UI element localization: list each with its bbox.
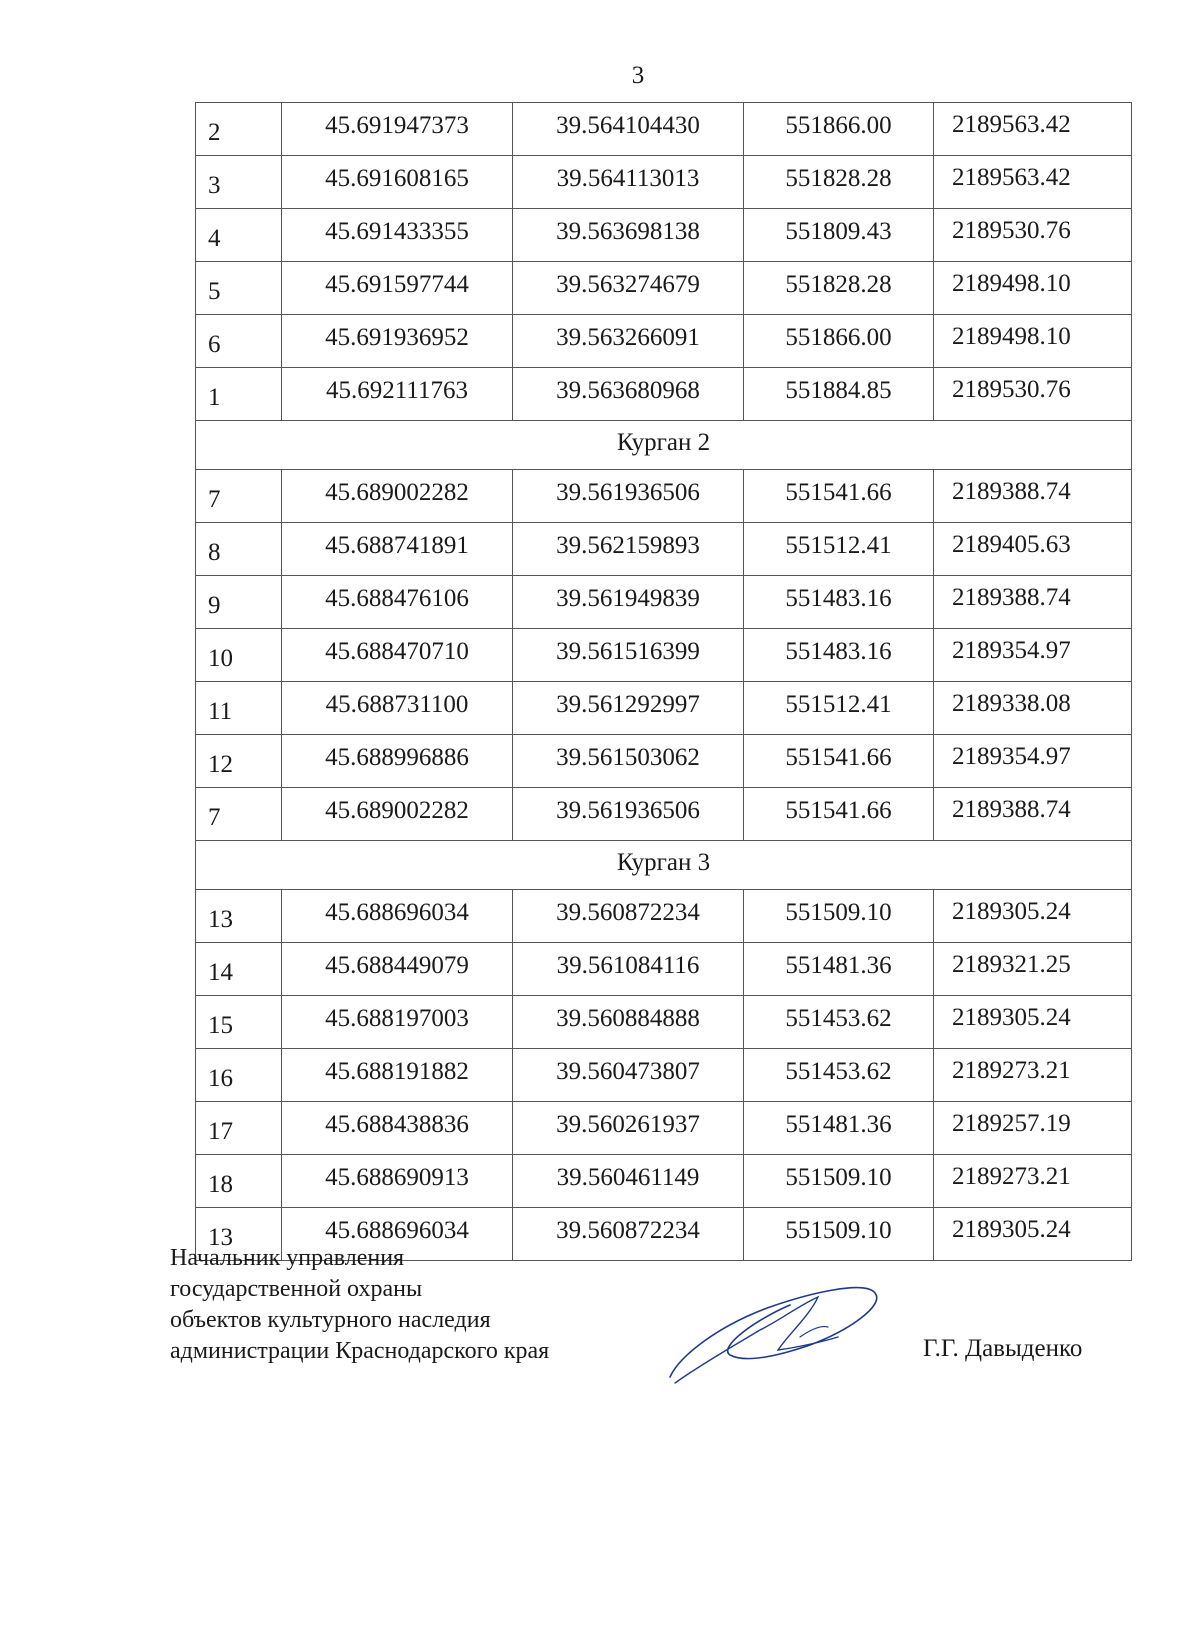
point-number-cell: 4 <box>196 209 282 262</box>
x-coordinate-cell: 551512.41 <box>744 523 934 576</box>
x-coordinate-cell: 551866.00 <box>744 315 934 368</box>
signatory-position <box>170 1243 549 1367</box>
table-row <box>196 576 1132 629</box>
latitude-cell: 45.688690913 <box>282 1155 513 1208</box>
section-title: Курган 2 <box>196 421 1132 470</box>
longitude-cell: 39.562159893 <box>513 523 744 576</box>
longitude-cell: 39.561516399 <box>513 629 744 682</box>
table-row <box>196 1155 1132 1208</box>
longitude-cell: 39.563680968 <box>513 368 744 421</box>
latitude-cell: 45.689002282 <box>282 470 513 523</box>
y-coordinate-cell: 2189388.74 <box>934 788 1132 841</box>
latitude-cell: 45.688197003 <box>282 996 513 1049</box>
point-number-cell: 3 <box>196 156 282 209</box>
y-coordinate-cell: 2189498.10 <box>934 315 1132 368</box>
longitude-cell: 39.561936506 <box>513 470 744 523</box>
latitude-cell: 45.688996886 <box>282 735 513 788</box>
coordinates-table <box>195 102 1132 1261</box>
table-row <box>196 943 1132 996</box>
table-row <box>196 209 1132 262</box>
latitude-cell: 45.692111763 <box>282 368 513 421</box>
latitude-cell: 45.688741891 <box>282 523 513 576</box>
position-line: государственной охраны <box>170 1276 423 1302</box>
point-number-cell: 17 <box>196 1102 282 1155</box>
longitude-cell: 39.563266091 <box>513 315 744 368</box>
longitude-cell: 39.560261937 <box>513 1102 744 1155</box>
page-number: 3 <box>631 62 645 89</box>
point-number-cell: 7 <box>196 470 282 523</box>
x-coordinate-cell: 551453.62 <box>744 996 934 1049</box>
section-header-row <box>196 421 1132 470</box>
y-coordinate-cell: 2189305.24 <box>934 1208 1132 1261</box>
point-number-cell: 7 <box>196 788 282 841</box>
x-coordinate-cell: 551866.00 <box>744 103 934 156</box>
y-coordinate-cell: 2189321.25 <box>934 943 1132 996</box>
latitude-cell: 45.691936952 <box>282 315 513 368</box>
x-coordinate-cell: 551541.66 <box>744 788 934 841</box>
latitude-cell: 45.691597744 <box>282 262 513 315</box>
table-row <box>196 470 1132 523</box>
table-row <box>196 1102 1132 1155</box>
longitude-cell: 39.563698138 <box>513 209 744 262</box>
longitude-cell: 39.560884888 <box>513 996 744 1049</box>
x-coordinate-cell: 551509.10 <box>744 1208 934 1261</box>
position-line: Начальник управления <box>170 1245 405 1271</box>
y-coordinate-cell: 2189273.21 <box>934 1049 1132 1102</box>
x-coordinate-cell: 551541.66 <box>744 470 934 523</box>
x-coordinate-cell: 551483.16 <box>744 576 934 629</box>
point-number-cell: 14 <box>196 943 282 996</box>
point-number-cell: 15 <box>196 996 282 1049</box>
point-number-cell: 9 <box>196 576 282 629</box>
table-row <box>196 315 1132 368</box>
latitude-cell: 45.688470710 <box>282 629 513 682</box>
x-coordinate-cell: 551481.36 <box>744 943 934 996</box>
x-coordinate-cell: 551509.10 <box>744 1155 934 1208</box>
y-coordinate-cell: 2189498.10 <box>934 262 1132 315</box>
table-row <box>196 629 1132 682</box>
point-number-cell: 6 <box>196 315 282 368</box>
latitude-cell: 45.688696034 <box>282 1208 513 1261</box>
x-coordinate-cell: 551541.66 <box>744 735 934 788</box>
y-coordinate-cell: 2189563.42 <box>934 156 1132 209</box>
handwritten-signature <box>660 1275 900 1390</box>
x-coordinate-cell: 551828.28 <box>744 262 934 315</box>
y-coordinate-cell: 2189530.76 <box>934 209 1132 262</box>
latitude-cell: 45.688191882 <box>282 1049 513 1102</box>
y-coordinate-cell: 2189305.24 <box>934 996 1132 1049</box>
point-number-cell: 16 <box>196 1049 282 1102</box>
point-number-cell: 12 <box>196 735 282 788</box>
point-number-cell: 8 <box>196 523 282 576</box>
longitude-cell: 39.561084116 <box>513 943 744 996</box>
x-coordinate-cell: 551483.16 <box>744 629 934 682</box>
table-row <box>196 156 1132 209</box>
table-row <box>196 996 1132 1049</box>
point-number-cell: 5 <box>196 262 282 315</box>
longitude-cell: 39.564113013 <box>513 156 744 209</box>
x-coordinate-cell: 551481.36 <box>744 1102 934 1155</box>
y-coordinate-cell: 2189338.08 <box>934 682 1132 735</box>
table-row <box>196 788 1132 841</box>
longitude-cell: 39.561503062 <box>513 735 744 788</box>
point-number-cell: 2 <box>196 103 282 156</box>
table-row <box>196 735 1132 788</box>
longitude-cell: 39.563274679 <box>513 262 744 315</box>
x-coordinate-cell: 551884.85 <box>744 368 934 421</box>
latitude-cell: 45.689002282 <box>282 788 513 841</box>
point-number-cell: 13 <box>196 890 282 943</box>
section-header-row <box>196 841 1132 890</box>
longitude-cell: 39.560872234 <box>513 890 744 943</box>
longitude-cell: 39.560872234 <box>513 1208 744 1261</box>
table-row <box>196 523 1132 576</box>
latitude-cell: 45.691947373 <box>282 103 513 156</box>
latitude-cell: 45.688696034 <box>282 890 513 943</box>
longitude-cell: 39.560473807 <box>513 1049 744 1102</box>
table-row <box>196 682 1132 735</box>
point-number-cell: 13 <box>196 1208 282 1261</box>
table-row <box>196 1049 1132 1102</box>
point-number-cell: 10 <box>196 629 282 682</box>
y-coordinate-cell: 2189405.63 <box>934 523 1132 576</box>
y-coordinate-cell: 2189273.21 <box>934 1155 1132 1208</box>
point-number-cell: 11 <box>196 682 282 735</box>
signer-name: Г.Г. Давыденко <box>923 1335 1083 1362</box>
table-row <box>196 368 1132 421</box>
position-line: администрации Краснодарского края <box>170 1338 550 1364</box>
y-coordinate-cell: 2189354.97 <box>934 735 1132 788</box>
x-coordinate-cell: 551453.62 <box>744 1049 934 1102</box>
y-coordinate-cell: 2189388.74 <box>934 576 1132 629</box>
latitude-cell: 45.688438836 <box>282 1102 513 1155</box>
y-coordinate-cell: 2189563.42 <box>934 103 1132 156</box>
table-row <box>196 103 1132 156</box>
y-coordinate-cell: 2189257.19 <box>934 1102 1132 1155</box>
latitude-cell: 45.691608165 <box>282 156 513 209</box>
latitude-cell: 45.688731100 <box>282 682 513 735</box>
y-coordinate-cell: 2189305.24 <box>934 890 1132 943</box>
table-row <box>196 890 1132 943</box>
y-coordinate-cell: 2189388.74 <box>934 470 1132 523</box>
longitude-cell: 39.561936506 <box>513 788 744 841</box>
latitude-cell: 45.688476106 <box>282 576 513 629</box>
x-coordinate-cell: 551509.10 <box>744 890 934 943</box>
y-coordinate-cell: 2189530.76 <box>934 368 1132 421</box>
x-coordinate-cell: 551512.41 <box>744 682 934 735</box>
latitude-cell: 45.688449079 <box>282 943 513 996</box>
y-coordinate-cell: 2189354.97 <box>934 629 1132 682</box>
table-row <box>196 262 1132 315</box>
longitude-cell: 39.561292997 <box>513 682 744 735</box>
point-number-cell: 18 <box>196 1155 282 1208</box>
position-line: объектов культурного наследия <box>170 1307 491 1333</box>
x-coordinate-cell: 551809.43 <box>744 209 934 262</box>
point-number-cell: 1 <box>196 368 282 421</box>
latitude-cell: 45.691433355 <box>282 209 513 262</box>
longitude-cell: 39.564104430 <box>513 103 744 156</box>
x-coordinate-cell: 551828.28 <box>744 156 934 209</box>
section-title: Курган 3 <box>196 841 1132 890</box>
longitude-cell: 39.560461149 <box>513 1155 744 1208</box>
longitude-cell: 39.561949839 <box>513 576 744 629</box>
